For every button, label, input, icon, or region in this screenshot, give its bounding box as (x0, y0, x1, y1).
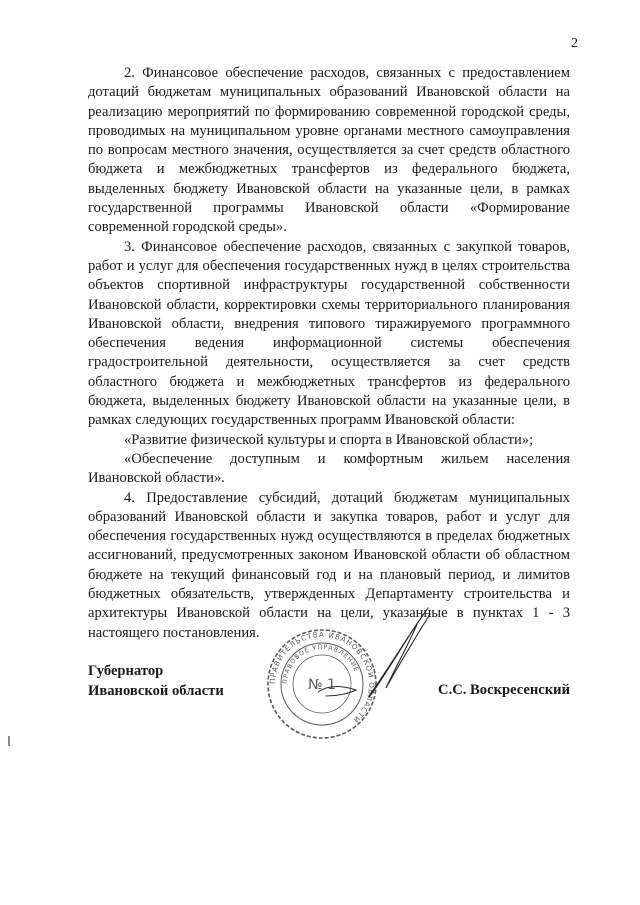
paragraph-2: 2. Финансовое обеспечение расходов, связанных с предоставлением дотаций бюджетам муниципальных образований Ивановской области на реализацию мероприятий по формированию современной городской среды, проводимых на муниципальном уровне органами местного самоуправления по вопросам местного значения, осуществляется за счет средств областного бюджета и межбюджетных трансфертов из федерального бюджета, выделенных бюджету Ивановской области на указанные цели, в рамках государственной программы Ивановской области «Формирование современной городской среды». (88, 65, 570, 236)
paragraph-3: 3. Финансовое обеспечение расходов, связанных с закупкой товаров, работ и услуг для обеспечения государственных нужд в целях строительства объектов спортивной инфраструктуры государственной собственности Ивановской области, корректировки схемы территориального планирования Ивановской области, внедрения типового тиражируемого программного обеспечения ведения информационной системы обеспечения градостроительной деятельности, осуществляется за счет средств областного бюджета и межбюджетных трансфертов из федерального бюджета, выделенных бюджету Ивановской области на указанные цели, в рамках следующих государственных программ Ивановской области: (88, 238, 570, 429)
paragraph-4: 4. Предоставление субсидий, дотаций бюджетам муниципальных образований Ивановской области и закупка товаров, работ и услуг для обеспечения государственных нужд осуществляются в пределах бюджетных ассигнований, предусмотренных законом Ивановской области об областном бюджете на текущий финансовый год и на плановый период, и лимитов бюджетных обязательств, утвержденных Департаменту строительства и архитектуры Ивановской области на цели, указанные в пунктах 1 - 3 настоящего постановления. (88, 489, 570, 641)
signer-title-line2: Ивановской области (88, 682, 224, 699)
document-body (88, 64, 570, 643)
stamp-number: № 1 (308, 677, 336, 693)
stamp-inner-text: ПРАВОВОЕ УПРАВЛЕНИЕ (281, 643, 360, 685)
signature-block (88, 656, 570, 736)
program-item-housing: «Обеспечение доступным и комфортным жильем населения Ивановской области». (88, 450, 570, 487)
signer-title-line1: Губернатор (88, 663, 164, 679)
signer-name: С.С. Воскресенский (438, 682, 570, 698)
program-item-sport: «Развитие физической культуры и спорта в Ивановской области»; (124, 431, 534, 448)
page-number: 2 (571, 36, 578, 51)
stamp-outer-text: ПРАВИТЕЛЬСТВА ИВАНОВСКОЙ ОБЛАСТИ (267, 629, 377, 726)
signer-title (88, 662, 224, 701)
scan-edge-mark (8, 736, 10, 746)
